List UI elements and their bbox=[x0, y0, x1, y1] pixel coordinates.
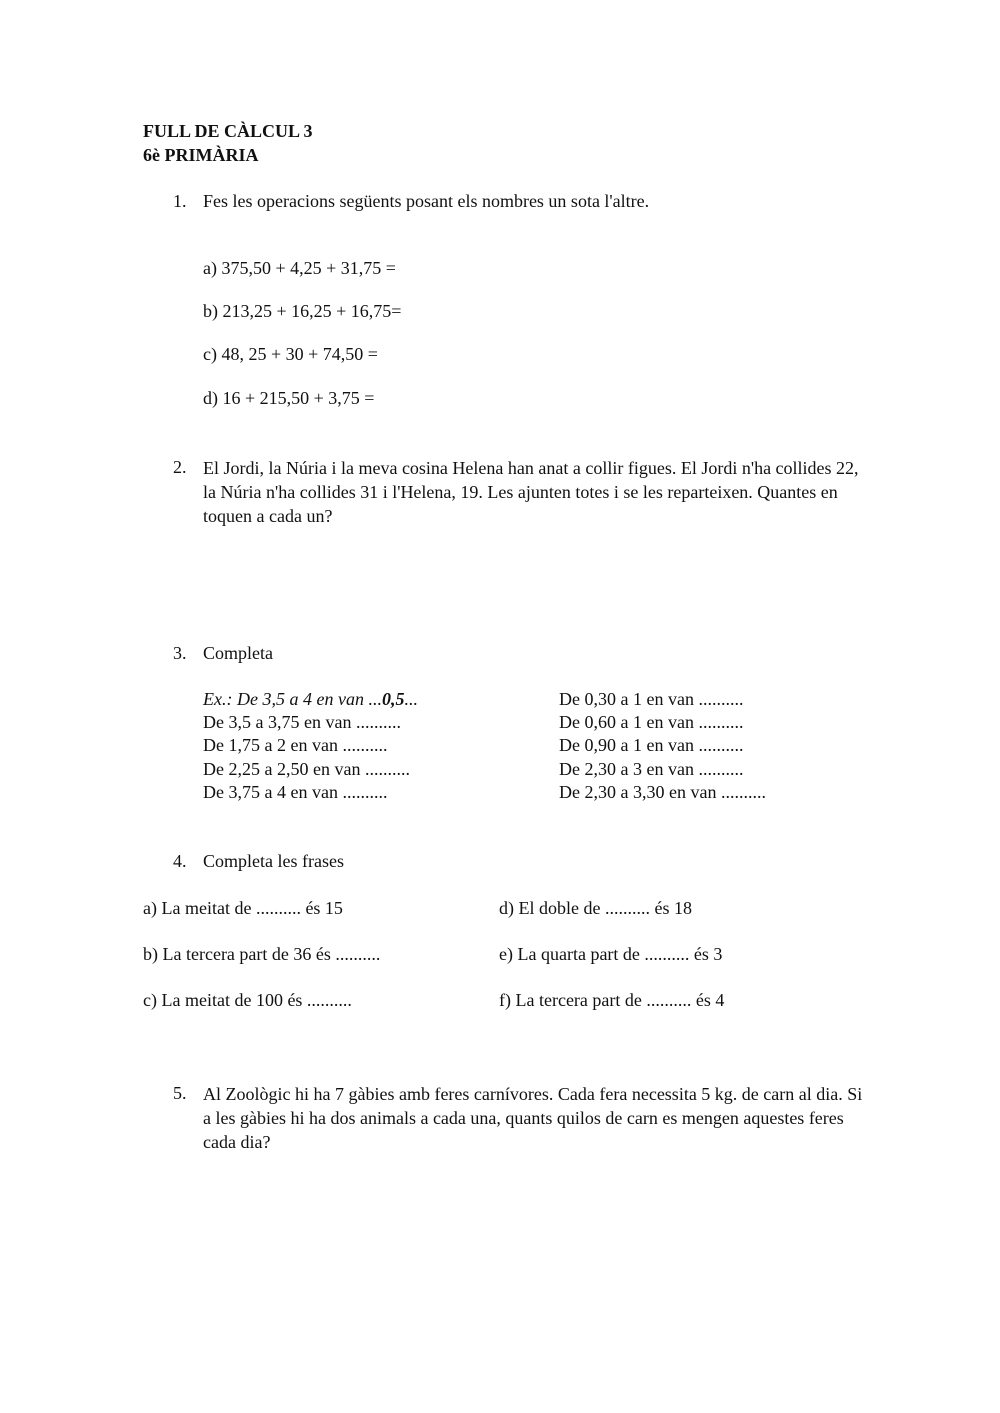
q3-right-item-4: De 2,30 a 3 en van .......... bbox=[559, 759, 744, 779]
worksheet-title: FULL DE CÀLCUL 3 bbox=[143, 121, 313, 141]
q1-item-d: d) 16 + 215,50 + 3,75 = bbox=[203, 388, 375, 408]
q1-item-a: a) 375,50 + 4,25 + 31,75 = bbox=[203, 258, 396, 278]
q3-example-suffix: ... bbox=[404, 689, 418, 709]
question-5-text: Al Zoològic hi ha 7 gàbies amb feres carnívores. Cada fera necessita 5 kg. de carn al dia. Si a les gàbies hi ha dos animals a cada una, quants quilos de carn es mengen aquestes feres cada dia? bbox=[203, 1084, 863, 1152]
q3-right-item-5: De 2,30 a 3,30 en van .......... bbox=[559, 782, 766, 802]
q3-example-answer: 0,5 bbox=[381, 689, 405, 709]
question-3-text: Completa bbox=[203, 643, 273, 663]
q3-example-prefix: Ex.: De 3,5 a 4 en van ... bbox=[203, 689, 382, 709]
q3-right-item-3: De 0,90 a 1 en van .......... bbox=[559, 735, 744, 755]
question-3-number: 3. bbox=[173, 643, 187, 663]
question-4-text: Completa les frases bbox=[203, 851, 344, 871]
q4-item-f: f) La tercera part de .......... és 4 bbox=[499, 990, 725, 1010]
grade-subtitle: 6è PRIMÀRIA bbox=[143, 145, 259, 165]
question-2-number: 2. bbox=[173, 457, 187, 477]
q3-left-item-3: De 2,25 a 2,50 en van .......... bbox=[203, 759, 410, 779]
question-4-number: 4. bbox=[173, 851, 187, 871]
q1-item-c: c) 48, 25 + 30 + 74,50 = bbox=[203, 344, 378, 364]
q3-right-item-1: De 0,30 a 1 en van .......... bbox=[559, 689, 744, 709]
q3-right-item-2: De 0,60 a 1 en van .......... bbox=[559, 712, 744, 732]
q4-item-c: c) La meitat de 100 és .......... bbox=[143, 990, 352, 1010]
q3-left-item-2: De 1,75 a 2 en van .......... bbox=[203, 735, 388, 755]
question-2-text: El Jordi, la Núria i la meva cosina Helena han anat a collir figues. El Jordi n'ha collides 22, la Núria n'ha collides 31 i l'Helena, 19. Les ajunten totes i se les reparteixen. Quantes en toquen a cada un? bbox=[203, 458, 859, 526]
q3-left-item-4: De 3,75 a 4 en van .......... bbox=[203, 782, 388, 802]
question-1-text: Fes les operacions següents posant els nombres un sota l'altre. bbox=[203, 191, 650, 211]
q4-item-b: b) La tercera part de 36 és .......... bbox=[143, 944, 381, 964]
q1-item-b: b) 213,25 + 16,25 + 16,75= bbox=[203, 301, 402, 321]
q3-example bbox=[203, 688, 418, 711]
q3-left-item-1: De 3,5 a 3,75 en van .......... bbox=[203, 712, 401, 732]
q4-item-d: d) El doble de .......... és 18 bbox=[499, 898, 692, 918]
question-1-number: 1. bbox=[173, 191, 187, 211]
question-5-number: 5. bbox=[173, 1083, 187, 1103]
q4-item-e: e) La quarta part de .......... és 3 bbox=[499, 944, 723, 964]
q4-item-a: a) La meitat de .......... és 15 bbox=[143, 898, 343, 918]
